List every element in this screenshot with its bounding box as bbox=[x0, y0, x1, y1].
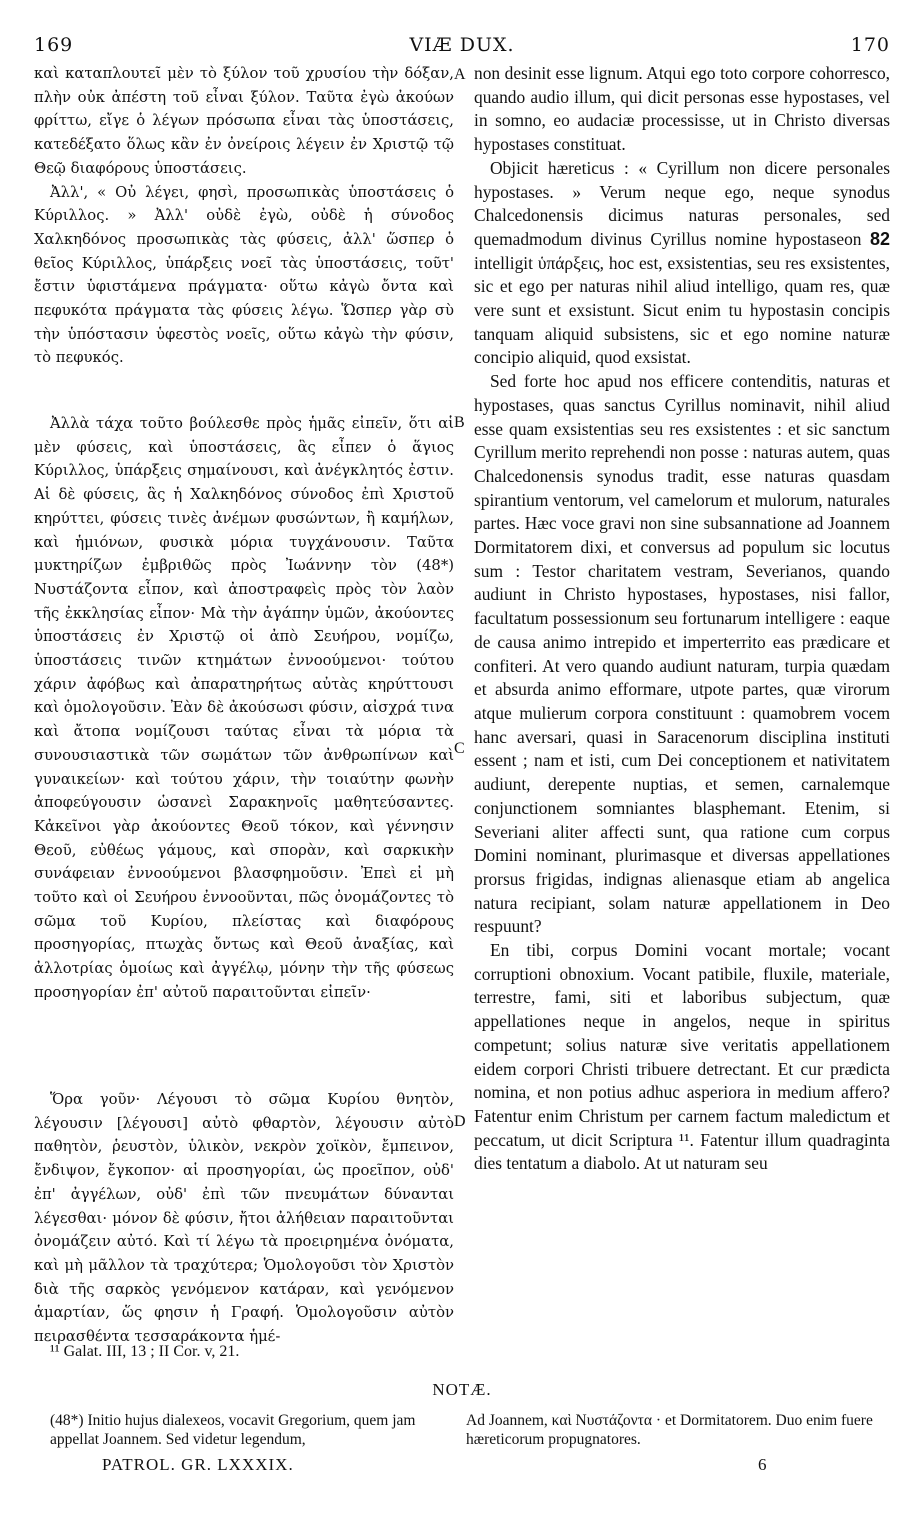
latin-paragraph-3: Sed forte hoc apud nos efficere contenditis, naturas et hypostases, quas sanctus Cyrillus nominavit, nihil aliud esse quam exsistentias seu res exsistentes : et sic sanctum Cyrillum merito reprehendi non posse : naturas autem, quas Chalcedonensis synodus tradit, esse naturas quasdam spirantium ventorum, vel camelorum et mulorum, naturales partes. Hæc voce gravi non sine subsannatione ad Joannem Dormitatorem dixi, et conversus ad populum sic locutus sum : Testor charitatem vestram, Severianos, quando audiunt in Christo hypostases, hypostases, nisi fallor, facultatum possessionum seu fortunarum intelligere : eaque de causa animo intrepido et imperterrito eas prædicare et confiteri. At vero quando audiunt naturam, turpia quædam et absurda animo efformare, utpote partes, quæ virorum atque mulierum corpora constituunt : quamobrem vocem hanc aversari, quasi in Saracenorum disciplina instituti essent ; nam et isti, cum Dei conceptionem et nativitatem audiunt, derepente nuptias, et semen, carnalemque conjunctionem somniantes blasphemant. Etenim, si Severiani aliter affecti sunt, qua ratione cum corpus Domini nominant, plurimasque et diversas appellationes prorsus frigidas, indignas alienasque etiam ab angelica natura recipiant, solam naturæ appellationem in Deo respuunt? bbox=[474, 371, 890, 937]
note-right: Ad Joannem, καὶ Νυστάζοντα · et Dormitatorem. Duo enim fuere hæreticorum propugnatores. bbox=[466, 1412, 873, 1448]
latin-paragraph-2-start: Objicit hæreticus : « Cyrillum non dicere personales hypostases. » Verum neque ego, neque synodus Chalcedonensis dicimus naturas personales, sed quemadmodum divinus Cyrillus nomine hypostaseon bbox=[474, 157, 890, 249]
greek-paragraph-2: Ἀλλ', « Οὐ λέγει, φησὶ, προσωπικὰς ὑποστάσεις ὁ Κύριλλος. » Ἀλλ' οὐδὲ ἐγὼ, οὐδὲ ἡ σύνοδος Χαλκηδόνος προσωπικὰς τὰς φύσεις, ἀλλ' ὥσπερ ὁ θεῖος Κύριλλος, ὑπάρξεις νοεῖ τὰς ὑποστάσεις, τοῦτ' ἔστιν ὑφιστάμενα πράγματα· οὕτω κἀγὼ ὄντα καὶ πεφυκότα πράγματα τὰς φύσεις λέγω. Ὥσπερ γὰρ σὺ τὴν ὑπόστασιν ὑφεστὸς νοεῖς, οὕτω κἀγὼ τὴν φύσιν, τὸ πεφυκός. bbox=[34, 183, 454, 367]
latin-paragraph-2-end: intelligit ὑπάρξεις, hoc est, exsistentias, seu res exsistentes, sic et ego per naturas nihil aliud intelligo, quam res, quæ vere sunt et exsistunt. Sicut enim tu hypostasin concipis tanquam aliquid subsistens, sic et ego nomine naturæ concipio aliquid, quod exsistat. bbox=[474, 252, 890, 368]
margin-marker-a: A bbox=[454, 66, 466, 83]
latin-paragraph-4: En tibi, corpus Domini vocant mortale; vocant corruptioni obnoxium. Vocant patibile, fluxile, materiale, terrestre, fami, siti et laboribus subjectum, quæ appellationes neque in angelos, neque in spiritus competunt; solius naturæ sive veritatis appellationem eidem corpori Christi tribuere detrectant. Et cur prædicta nomina, et non potius adhuc asperiora in medium affero? Fatentur enim Christum per carnem factum maledictum et peccatum, ut dicit Scriptura ¹¹. Fatentur illum quadraginta dies tentatum a diabolo. At ut naturam seu bbox=[474, 940, 890, 1174]
latin-paragraph-2 bbox=[474, 157, 890, 370]
section-number: 82 bbox=[869, 228, 890, 249]
margin-marker-d: D bbox=[454, 1113, 466, 1130]
running-title: VIÆ DUX. bbox=[409, 34, 515, 56]
note-left: (48*) Initio hujus dialexeos, vocavit Gregorium, quem jam appellat Joannem. Sed videtur legendum, bbox=[50, 1412, 416, 1448]
notae-heading: NOTÆ. bbox=[432, 1380, 492, 1399]
left-page-number: 169 bbox=[34, 34, 74, 56]
greek-paragraph-3: Ἀλλὰ τάχα τοῦτο βούλεσθε πρὸς ἡμᾶς εἰπεῖν, ὅτι αἱ μὲν φύσεις, καὶ ὑποστάσεις, ἃς εἶπεν ὁ ἅγιος Κύριλλος, ὑπάρξεις σημαίνουσι, καὶ ἀνέγκλητός ἐστιν. Αἱ δὲ φύσεις, ἃς ἡ Χαλκηδόνος σύνοδος ἐπὶ Χριστοῦ κηρύττει, φύσεις τινὲς ἀνέμων φυσώντων, ἢ καμήλων, καὶ ἡμιόνων, φυσικὰ μόρια τυγχάνουσιν. Ταῦτα μυκτηρίζων ἐμβριθῶς πρὸς Ἰωάννην τὸν (48*) Νυστάζοντα εἶπον, καὶ ἀποστραφεὶς πρὸς τὸν λαὸν τῆς ἐκκλησίας εἶπον· Μὰ τὴν ἀγάπην ὑμῶν, ἀκούοντες ὑποστάσεις ἐν Χριστῷ οἱ ἀπὸ Σευήρου, νομίζω, ὑποστάσεις τινῶν κτημάτων ἐννοούμενοι· τούτου χάριν ἀφόβως καὶ ἀπαρατηρήτως αὐτὰς κηρύττουσι καὶ ὁμολογοῦσιν. Ἐὰν δὲ ἀκούσωσι φύσιν, αἰσχρά τινα καὶ ἄτοπα νομίζουσι ταύτας εἶναι τὰ μόρια τὰ συνουσιαστικὰ τῶν σωμάτων τῶν ἀνθρωπίνων καὶ γυναικείων· καὶ τούτου χάριν, τὴν τοιαύτην φωνὴν ἀποφεύγουσιν ὡσανεὶ Σαρακηνοῖς μαθητεύσαντες. Κἀκεῖνοι γὰρ ἀκούοντες Θεοῦ τόκον, καὶ γέννησιν Θεοῦ, εὐθέως γάμους, καὶ σπορὰν, καὶ σαρκικὴν συνάφειαν ἐννοούμενοι βλασφημοῦσιν. Ἐπεὶ εἰ μὴ τοῦτο καὶ οἱ Σευήρου ἐννοοῦνται, πῶς ὀνομάζοντες τὸ σῶμα τοῦ Κυρίου, πλείστας καὶ διαφόρους προσηγορίας, πτωχὰς ὄντως καὶ Θεοῦ ἀναξίας, καὶ ἀλλοτρίας ὁμοίως καὶ ἀγγέλῳ, μόνην τὴν τῆς φύσεως προσηγορίαν ἐπ' αὐτοῦ παραιτοῦνται εἰπεῖν· bbox=[34, 415, 454, 1001]
latin-paragraph-1: non desinit esse lignum. Atqui ego toto corpore cohorresco, quando audio illum, qui dicit personas esse hypostases, vel in somno, eo audaciæ processisse, ut in Christo diversas hypostases constituat. bbox=[474, 63, 890, 155]
greek-column-middle bbox=[34, 412, 454, 1005]
footnote: ¹¹ Galat. III, 13 ; II Cor. v, 21. bbox=[50, 1343, 240, 1360]
right-page-number: 170 bbox=[850, 34, 890, 56]
greek-paragraph-4: Ὅρα γοῦν· Λέγουσι τὸ σῶμα Κυρίου θνητὸν, λέγουσιν [λέγουσι] αὐτὸ φθαρτὸν, λέγουσιν αὐτὸ παθητὸν, ῥευστὸν, ὑλικὸν, νεκρὸν χοϊκὸν, ἔμπεινον, ἔνδιψον, ἔγκοπον· αἱ προσηγορίαι, ὡς προεῖπον, οὐδ' ἐπ' ἀγγέλων, οὐδ' ἐπὶ τῶν πνευμάτων δύνανται λέγεσθαι· μόνον δὲ φύσιν, ἤτοι ἀλήθειαν παραιτοῦνται ὀνομάζειν αὐτό. Καὶ τί λέγω τὰ προειρημένα ὀνόματα, καὶ μὴ μᾶλλον τὰ τραχύτερα; Ὁμολογοῦσι τὸν Χριστὸν διὰ τῆς σαρκὸς γενόμενον κατάραν, καὶ γενόμενον ἁμαρτίαν, ὥς φησιν ἡ Γραφή. Ὁμολογοῦσιν αὐτὸν πειρασθέντα τεσσαράκοντα ἡμέ- bbox=[34, 1091, 454, 1346]
greek-paragraph-1: καὶ καταπλουτεῖ μὲν τὸ ξύλον τοῦ χρυσίου τὴν δόξαν, πλὴν οὐκ ἀπέστη τοῦ εἶναι ξύλον. Ταῦτα ἐγὼ ἀκούων φρίττω, εἴγε ὁ λέγων πρόσωπα εἶναι τὰς ὑποστάσεις, κατεδέξατο ὅλως κἂν ἐν ὀνείροις λέγειν ἐν Χριστῷ τῷ Θεῷ διαφόρους ὑποστάσεις. bbox=[34, 65, 454, 177]
greek-column-bottom bbox=[34, 1088, 454, 1349]
margin-marker-c: C bbox=[454, 740, 465, 757]
greek-column-top bbox=[34, 62, 454, 370]
gathering-signature: 6 bbox=[758, 1455, 768, 1474]
margin-marker-b: B bbox=[454, 414, 465, 431]
latin-column bbox=[474, 62, 890, 1176]
series-signature: PATROL. GR. LXXXIX. bbox=[102, 1455, 294, 1474]
